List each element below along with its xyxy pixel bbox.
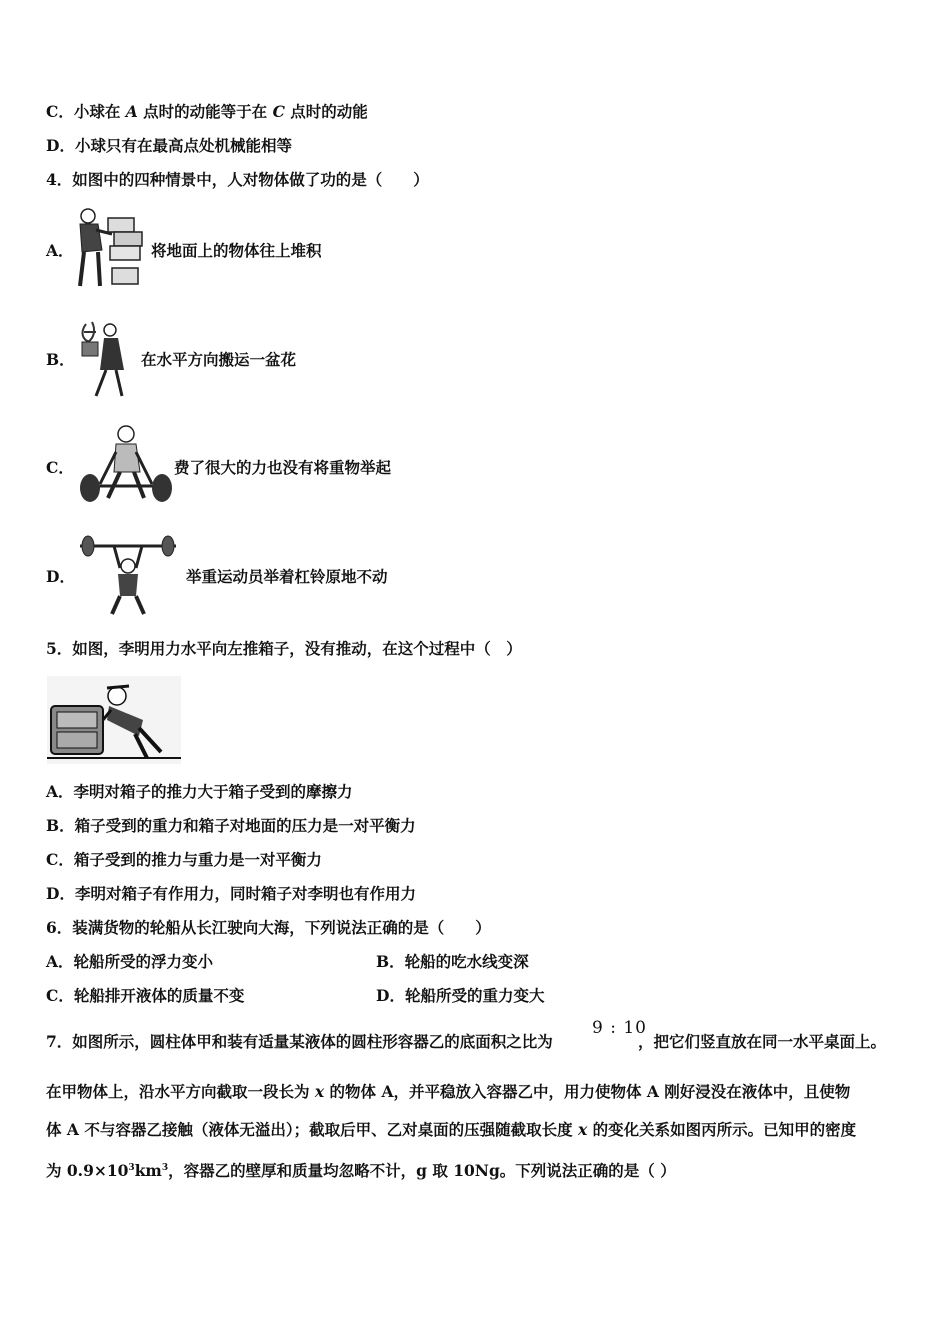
q6-option-d: D．轮船所受的重力变大	[376, 986, 545, 1005]
q4-option-c-label: C．	[46, 458, 74, 477]
q5-option-c: C．箱子受到的推力与重力是一对平衡力	[46, 850, 322, 869]
q7-paragraph: 在甲物体上，沿水平方向截取一段长为 x 的物体 A，并平稳放入容器乙中，用力使物体 A 刚好浸没在液体中，且使物 体 A 不与容器乙接触（液体无溢出）；截取后甲、乙对桌面的压强随截取长度 x 的变化关系如图丙所示。已知甲的密度 为 $0.9\times 10^3km^3$，容器乙的壁厚和质量均忽略不计，g 取 10Ng。下列说法正确的是（ ）	[46, 1082, 857, 1181]
q5-stem: 5．如图，李明用力水平向左推箱子，没有推动，在这个过程中（ ）	[46, 639, 522, 658]
q6-stem: 6．装满货物的轮船从长江驶向大海，下列说法正确的是（ ）	[46, 918, 491, 937]
q4-option-a-text: 将地面上的物体往上堆积	[151, 241, 322, 260]
q4-option-c-text: 费了很大的力也没有将重物举起	[174, 458, 392, 477]
q6-option-b: B．轮船的吃水线变深	[376, 952, 529, 971]
holding-barbell-illustration	[74, 534, 182, 618]
q4-option-b-label: B．	[46, 350, 75, 369]
q4-option-b-text: 在水平方向搬运一盆花	[141, 350, 297, 369]
q4-stem: 4．如图中的四种情景中，人对物体做了功的是（ ）	[46, 170, 429, 189]
q5-option-b: B．箱子受到的重力和箱子对地面的压力是一对平衡力	[46, 816, 416, 835]
q4-option-d-text: 举重运动员举着杠铃原地不动	[186, 567, 388, 586]
pushing-box-illustration	[47, 676, 181, 764]
q7-stem-end: ，把它们竖直放在同一水平桌面上。	[638, 1032, 887, 1051]
q5-option-d: D．李明对箱子有作用力，同时箱子对李明也有作用力	[46, 884, 416, 903]
q4-option-a-label: A．	[46, 241, 74, 260]
q7-stem-start: 7．如图所示，圆柱体甲和装有适量某液体的圆柱形容器乙的底面积之比为	[46, 1032, 553, 1051]
q7-area-ratio: 9 : 10	[592, 1018, 647, 1038]
q6-option-c: C．轮船排开液体的质量不变	[46, 986, 245, 1005]
q3-option-d: D．小球只有在最高点处机械能相等	[46, 136, 292, 155]
stacking-boxes-illustration	[72, 204, 150, 292]
q3-option-c: C．小球在 A 点时的动能等于在 C 点时的动能	[46, 102, 368, 121]
q6-option-a: A．轮船所受的浮力变小	[46, 952, 214, 971]
q5-option-a: A．李明对箱子的推力大于箱子受到的摩擦力	[46, 782, 353, 801]
failing-to-lift-weight-illustration	[78, 422, 174, 506]
carrying-flowerpot-illustration	[76, 318, 132, 400]
q4-option-d-label: D．	[46, 567, 75, 586]
